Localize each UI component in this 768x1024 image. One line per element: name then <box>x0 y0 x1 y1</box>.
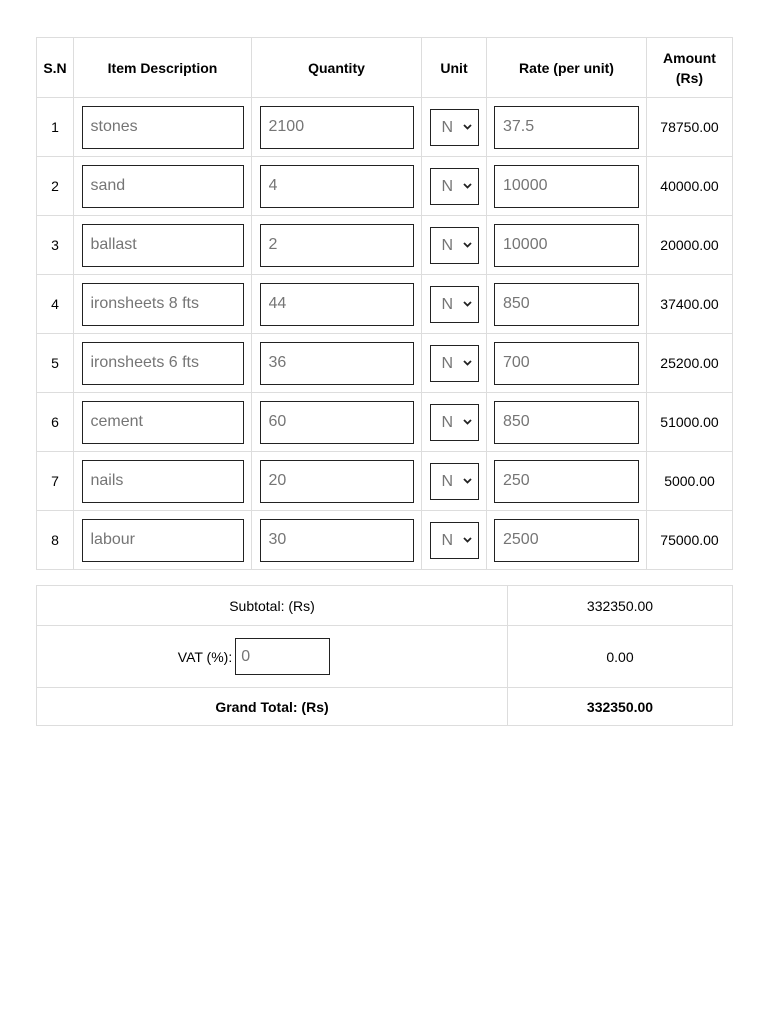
items-body <box>37 98 733 570</box>
unit-cell <box>422 393 487 452</box>
unit-cell <box>422 98 487 157</box>
quantity-input[interactable] <box>260 519 414 562</box>
chevron-down-icon <box>463 183 472 189</box>
unit-selected-value: N <box>441 413 454 431</box>
quantity-input[interactable] <box>260 224 414 267</box>
rate-input[interactable] <box>494 342 639 385</box>
quantity-cell <box>252 275 422 334</box>
rate-cell <box>487 334 647 393</box>
vat-field-group <box>178 638 330 675</box>
row-sn: 2 <box>37 157 74 216</box>
unit-select[interactable] <box>430 522 479 559</box>
unit-select[interactable] <box>430 463 479 500</box>
quantity-input[interactable] <box>260 283 414 326</box>
item-description-input[interactable] <box>82 460 244 503</box>
quantity-input[interactable] <box>260 401 414 444</box>
unit-selected-value: N <box>441 531 454 549</box>
chevron-down-icon <box>463 242 472 248</box>
description-cell <box>74 511 252 570</box>
description-cell <box>74 275 252 334</box>
item-description-input[interactable] <box>82 106 244 149</box>
quantity-cell <box>252 216 422 275</box>
description-cell <box>74 157 252 216</box>
table-row <box>37 393 733 452</box>
quantity-cell <box>252 157 422 216</box>
grand-total-label: Grand Total: (Rs) <box>37 688 508 726</box>
header-amount-line1: Amount <box>663 49 716 66</box>
row-sn: 5 <box>37 334 74 393</box>
quantity-input[interactable] <box>260 460 414 503</box>
unit-cell <box>422 275 487 334</box>
row-amount: 20000.00 <box>647 216 733 275</box>
unit-select[interactable] <box>430 286 479 323</box>
table-row <box>37 452 733 511</box>
row-sn: 8 <box>37 511 74 570</box>
chevron-down-icon <box>463 419 472 425</box>
vat-value: 0.00 <box>508 626 733 688</box>
rate-cell <box>487 216 647 275</box>
chevron-down-icon <box>463 360 472 366</box>
unit-selected-value: N <box>441 177 454 195</box>
unit-select[interactable] <box>430 109 479 146</box>
rate-input[interactable] <box>494 460 639 503</box>
quantity-input[interactable] <box>260 165 414 208</box>
rate-input[interactable] <box>494 106 639 149</box>
table-header-row <box>37 38 733 98</box>
vat-row <box>37 626 733 688</box>
vat-input[interactable] <box>235 638 330 675</box>
row-amount: 51000.00 <box>647 393 733 452</box>
item-description-input[interactable] <box>82 283 244 326</box>
subtotal-value: 332350.00 <box>508 586 733 626</box>
header-quantity: Quantity <box>252 38 422 98</box>
row-amount: 5000.00 <box>647 452 733 511</box>
description-cell <box>74 334 252 393</box>
chevron-down-icon <box>463 478 472 484</box>
unit-select[interactable] <box>430 404 479 441</box>
rate-cell <box>487 393 647 452</box>
totals-table <box>36 585 733 726</box>
table-row <box>37 334 733 393</box>
quantity-cell <box>252 98 422 157</box>
header-amount-line2: (Rs) <box>675 69 704 86</box>
table-row <box>37 511 733 570</box>
row-sn: 3 <box>37 216 74 275</box>
vat-label: VAT (%): <box>177 648 233 665</box>
unit-cell <box>422 452 487 511</box>
header-sn: S.N <box>37 38 74 98</box>
table-row <box>37 157 733 216</box>
rate-cell <box>487 275 647 334</box>
unit-selected-value: N <box>441 236 454 254</box>
unit-selected-value: N <box>441 472 454 490</box>
unit-select[interactable] <box>430 227 479 264</box>
rate-input[interactable] <box>494 224 639 267</box>
item-description-input[interactable] <box>82 165 244 208</box>
row-sn: 1 <box>37 98 74 157</box>
description-cell <box>74 98 252 157</box>
unit-cell <box>422 511 487 570</box>
row-amount: 25200.00 <box>647 334 733 393</box>
item-description-input[interactable] <box>82 224 244 267</box>
description-cell <box>74 216 252 275</box>
table-row <box>37 98 733 157</box>
rate-cell <box>487 452 647 511</box>
vat-cell <box>37 626 508 688</box>
description-cell <box>74 452 252 511</box>
header-item-description: Item Description <box>74 38 252 98</box>
chevron-down-icon <box>463 301 472 307</box>
unit-cell <box>422 216 487 275</box>
unit-cell <box>422 334 487 393</box>
subtotal-row <box>37 586 733 626</box>
subtotal-label: Subtotal: (Rs) <box>37 586 508 626</box>
row-amount: 37400.00 <box>647 275 733 334</box>
grand-total-row <box>37 688 733 726</box>
row-amount: 75000.00 <box>647 511 733 570</box>
quantity-cell <box>252 511 422 570</box>
items-table <box>36 37 733 570</box>
item-description-input[interactable] <box>82 401 244 444</box>
unit-selected-value: N <box>441 118 454 136</box>
table-row <box>37 275 733 334</box>
row-sn: 6 <box>37 393 74 452</box>
quantity-input[interactable] <box>260 342 414 385</box>
unit-select[interactable] <box>430 168 479 205</box>
rate-cell <box>487 157 647 216</box>
grand-total-value: 332350.00 <box>508 688 733 726</box>
rate-cell <box>487 98 647 157</box>
header-amount <box>647 38 733 98</box>
rate-input[interactable] <box>494 283 639 326</box>
quantity-input[interactable] <box>260 106 414 149</box>
rate-input[interactable] <box>494 165 639 208</box>
item-description-input[interactable] <box>82 519 244 562</box>
unit-selected-value: N <box>441 295 454 313</box>
unit-select[interactable] <box>430 345 479 382</box>
rate-input[interactable] <box>494 519 639 562</box>
rate-input[interactable] <box>494 401 639 444</box>
row-sn: 4 <box>37 275 74 334</box>
unit-selected-value: N <box>441 354 454 372</box>
item-description-input[interactable] <box>82 342 244 385</box>
header-unit: Unit <box>422 38 487 98</box>
chevron-down-icon <box>463 537 472 543</box>
row-sn: 7 <box>37 452 74 511</box>
quantity-cell <box>252 393 422 452</box>
row-amount: 40000.00 <box>647 157 733 216</box>
header-rate: Rate (per unit) <box>487 38 647 98</box>
quantity-cell <box>252 334 422 393</box>
description-cell <box>74 393 252 452</box>
rate-cell <box>487 511 647 570</box>
chevron-down-icon <box>463 124 472 130</box>
table-row <box>37 216 733 275</box>
row-amount: 78750.00 <box>647 98 733 157</box>
unit-cell <box>422 157 487 216</box>
quantity-cell <box>252 452 422 511</box>
